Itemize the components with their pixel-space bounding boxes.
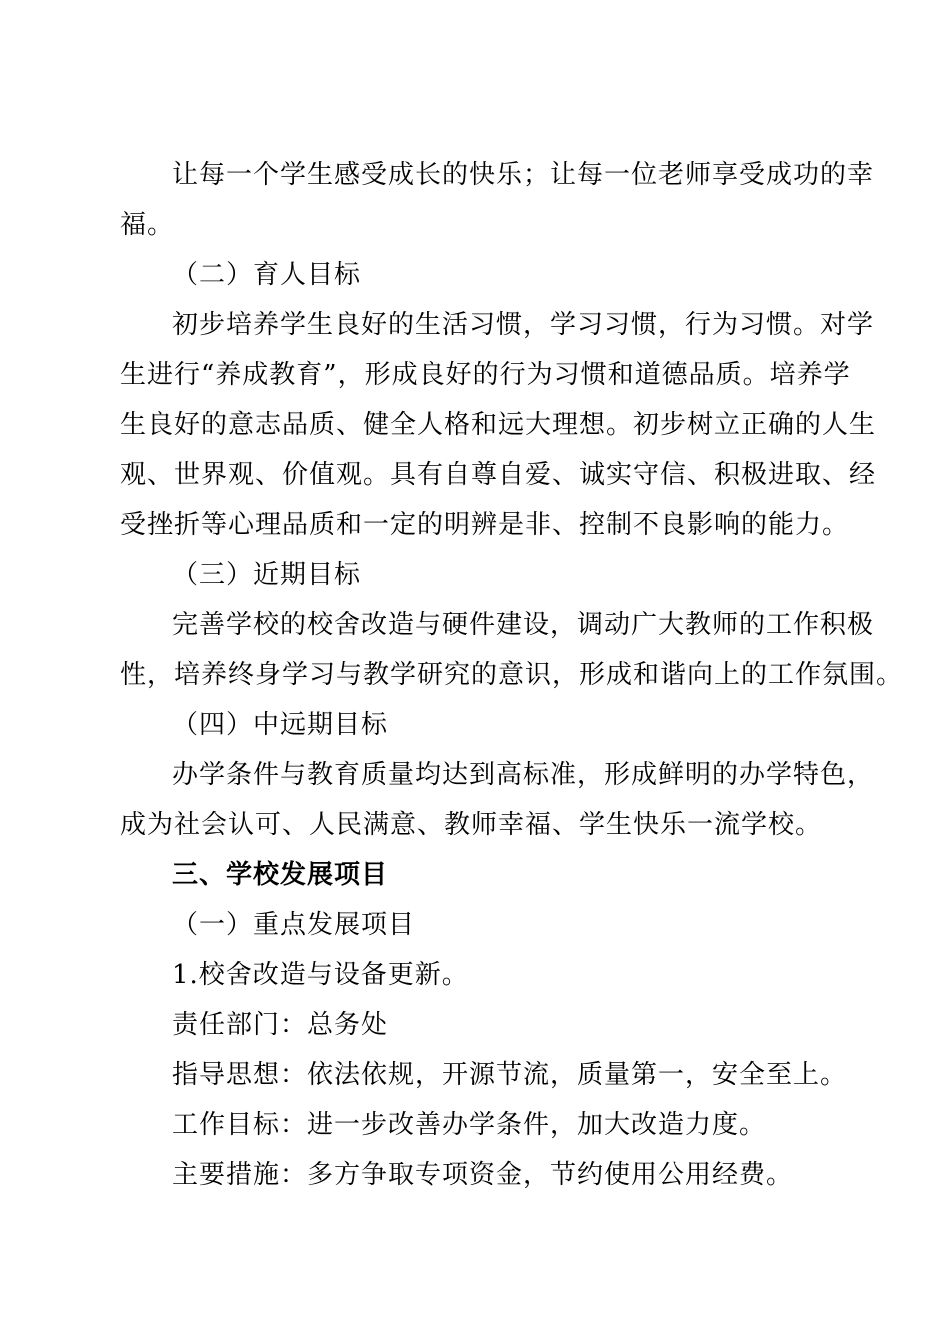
paragraph-line: 受挫折等心理品质和一定的明辨是非、控制不良影响的能力。 [120, 510, 850, 540]
document-page [120, 150, 904, 1200]
section-heading: （四）中远期目标 [172, 710, 389, 740]
paragraph-line: 福。 [120, 210, 175, 240]
paragraph-line: 完善学校的校舍改造与硬件建设，调动广大教师的工作积极 [172, 610, 875, 640]
paragraph-line: 成为社会认可、人民满意、教师幸福、学生快乐一流学校。 [120, 810, 823, 840]
list-item: 1.校舍改造与设备更新。 [172, 960, 469, 990]
main-measures: 主要措施：多方争取专项资金，节约使用公用经费。 [172, 1160, 794, 1190]
paragraph-line: 让每一个学生感受成长的快乐；让每一位老师享受成功的幸 [172, 160, 875, 190]
paragraph-line: 办学条件与教育质量均达到高标准，形成鲜明的办学特色， [172, 760, 875, 790]
section-heading: （一）重点发展项目 [172, 910, 416, 940]
responsible-dept: 责任部门：总务处 [172, 1010, 389, 1040]
work-goal: 工作目标：进一步改善办学条件，加大改造力度。 [172, 1110, 767, 1140]
paragraph-line: 生良好的意志品质、健全人格和远大理想。初步树立正确的人生 [120, 410, 877, 440]
section-heading: （三）近期目标 [172, 560, 362, 590]
paragraph-line: 观、世界观、价值观。具有自尊自爱、诚实守信、积极进取、经 [120, 460, 877, 490]
paragraph-line: 初步培养学生良好的生活习惯，学习习惯，行为习惯。对学 [172, 310, 875, 340]
paragraph-line: 性，培养终身学习与教学研究的意识，形成和谐向上的工作氛围。 [120, 660, 904, 690]
section-heading: （二）育人目标 [172, 260, 362, 290]
paragraph-line: 生进行“养成教育”，形成良好的行为习惯和道德品质。培养学 [120, 360, 851, 390]
chapter-heading: 三、学校发展项目 [172, 860, 389, 890]
guiding-principle: 指导思想：依法依规，开源节流，质量第一，安全至上。 [172, 1060, 848, 1090]
